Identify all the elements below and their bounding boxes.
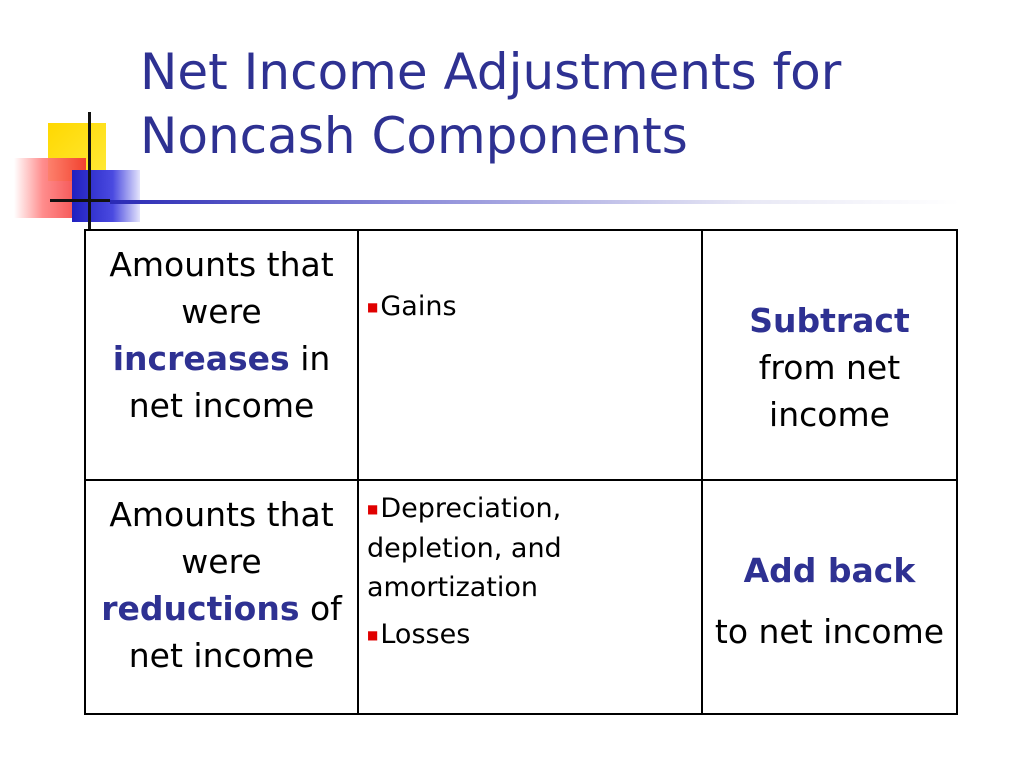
list-item-text: Losses [380,619,471,650]
red-square-bullet-icon: ■ [367,300,379,314]
row-action-cell [702,230,957,480]
row-items-cell [358,480,702,714]
row-label-keyword: increases [112,339,290,378]
action-keyword: Subtract [749,301,910,340]
row-label-pre: Amounts that were [109,495,334,581]
list-item [367,489,693,607]
row-label-pre: Amounts that were [109,245,334,331]
title-underline-rule [110,200,960,204]
red-square-bullet-icon: ■ [367,502,379,516]
action-keyword: Add back [743,551,916,590]
table-row [85,230,957,480]
title-line-1: Net Income Adjustments for [140,43,842,101]
row-label-cell [85,230,358,480]
action-rest: from net income [758,348,901,434]
row-label-post: in net income [128,339,331,425]
logo-vertical-line [88,112,91,230]
row-label-cell [85,480,358,714]
list-item-text: Depreciation, depletion, and amortization [367,493,562,603]
table-row [85,480,957,714]
list-item [367,615,693,655]
title-line-2: Noncash Components [140,107,688,165]
logo-horizontal-line [50,199,110,202]
logo-blue-block [72,170,140,222]
red-square-bullet-icon: ■ [367,628,379,642]
list-item-text: Gains [380,291,457,322]
action-rest: to net income [714,612,945,651]
row-action-cell [702,480,957,714]
slide-title [140,40,841,168]
list-item [367,287,693,327]
adjustments-table [84,229,958,715]
row-items-cell [358,230,702,480]
row-label-keyword: reductions [101,589,300,628]
row-label-post: of net income [128,589,342,675]
